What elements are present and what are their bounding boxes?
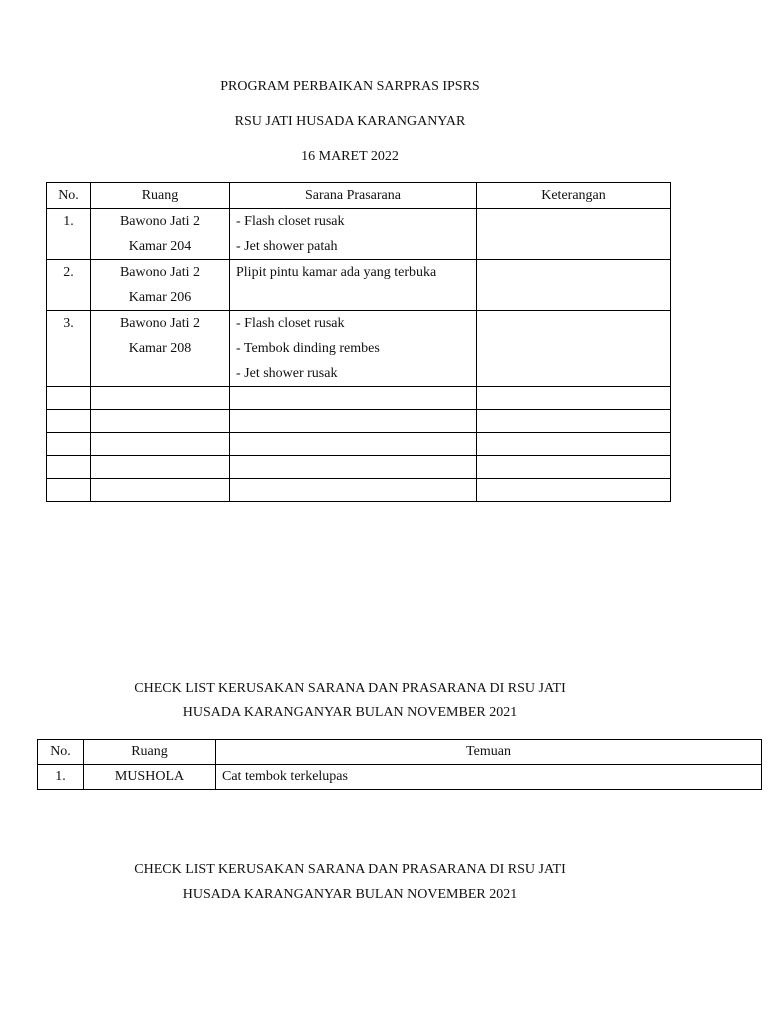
sarana-line: - Tembok dinding rembes — [236, 341, 380, 356]
sarpras-table-body — [47, 209, 671, 502]
cell-no: 2. — [47, 260, 91, 311]
empty-cell — [47, 456, 91, 479]
sarana-line: Plipit pintu kamar ada yang terbuka — [236, 265, 437, 280]
ruang-line: Kamar 204 — [128, 239, 192, 254]
empty-cell — [47, 479, 91, 502]
empty-cell — [477, 410, 671, 433]
cell-sarana — [230, 209, 477, 260]
checklist-title-2-line1: CHECK LIST KERUSAKAN SARANA DAN PRASARANA DI RSU JATI — [134, 862, 566, 877]
table-header-row — [38, 740, 762, 765]
checklist-title-line2: HUSADA KARANGANYAR BULAN NOVEMBER 2021 — [182, 705, 518, 720]
empty-cell — [91, 387, 230, 410]
sarana-line: - Jet shower patah — [236, 239, 338, 254]
empty-cell — [47, 433, 91, 456]
ruang-line: Bawono Jati 2 — [119, 265, 201, 280]
cell-no: 1. — [47, 209, 91, 260]
checklist-title-line1: CHECK LIST KERUSAKAN SARANA DAN PRASARANA DI RSU JATI — [134, 681, 566, 696]
cell-ruang — [91, 311, 230, 387]
empty-cell — [91, 456, 230, 479]
header-ruang: Ruang — [91, 183, 230, 209]
empty-cell — [47, 410, 91, 433]
cell-temuan: Cat tembok terkelupas — [216, 765, 762, 790]
doc-subtitle-1: RSU JATI HUSADA KARANGANYAR — [234, 114, 466, 129]
empty-cell — [477, 433, 671, 456]
ruang-line: Kamar 206 — [128, 290, 192, 305]
empty-table-row — [47, 410, 671, 433]
cell-ruang — [91, 260, 230, 311]
doc-date-1: 16 MARET 2022 — [301, 149, 399, 164]
empty-cell — [477, 456, 671, 479]
checklist-title-2-line2: HUSADA KARANGANYAR BULAN NOVEMBER 2021 — [182, 887, 518, 902]
empty-cell — [230, 433, 477, 456]
table-row — [47, 209, 671, 260]
cell-no: 1. — [38, 765, 84, 790]
empty-cell — [47, 387, 91, 410]
empty-cell — [230, 479, 477, 502]
empty-cell — [230, 410, 477, 433]
table-row — [38, 765, 762, 790]
cell-ruang — [91, 209, 230, 260]
header-sarana: Sarana Prasarana — [230, 183, 477, 209]
empty-cell — [91, 433, 230, 456]
empty-cell — [477, 479, 671, 502]
cell-keterangan — [477, 260, 671, 311]
empty-cell — [91, 479, 230, 502]
cell-keterangan — [477, 209, 671, 260]
cell-sarana — [230, 260, 477, 311]
sarana-line: - Flash closet rusak — [236, 214, 345, 229]
cell-keterangan — [477, 311, 671, 387]
table-row — [47, 260, 671, 311]
doc-title-1: PROGRAM PERBAIKAN SARPRAS IPSRS — [220, 79, 480, 94]
header-no: No. — [47, 183, 91, 209]
table-row — [47, 311, 671, 387]
header-ruang: Ruang — [84, 740, 216, 765]
sarana-line: - Flash closet rusak — [236, 316, 345, 331]
sarpras-table — [46, 182, 671, 502]
ruang-line: Bawono Jati 2 — [119, 214, 201, 229]
header-keterangan: Keterangan — [477, 183, 671, 209]
header-no: No. — [38, 740, 84, 765]
ruang-line: Bawono Jati 2 — [119, 316, 201, 331]
ruang-line: Kamar 208 — [128, 341, 192, 356]
cell-sarana — [230, 311, 477, 387]
table-header-row — [47, 183, 671, 209]
empty-table-row — [47, 456, 671, 479]
cell-no: 3. — [47, 311, 91, 387]
empty-cell — [230, 387, 477, 410]
cell-ruang: MUSHOLA — [84, 765, 216, 790]
checklist-table-body — [38, 765, 762, 790]
empty-cell — [91, 410, 230, 433]
empty-table-row — [47, 387, 671, 410]
header-temuan: Temuan — [216, 740, 762, 765]
empty-table-row — [47, 433, 671, 456]
empty-table-row — [47, 479, 671, 502]
sarana-line: - Jet shower rusak — [236, 366, 338, 381]
checklist-table — [37, 739, 762, 790]
empty-cell — [477, 387, 671, 410]
empty-cell — [230, 456, 477, 479]
